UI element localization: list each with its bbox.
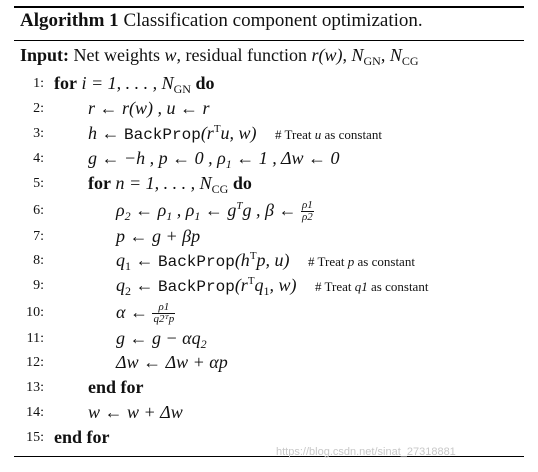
loop-range-sub: GN	[173, 82, 191, 96]
statement-part: q	[116, 275, 125, 295]
line-number: 14:	[26, 405, 44, 420]
separator: ,	[342, 45, 347, 65]
for-keyword: for	[54, 73, 77, 93]
line-number: 4:	[33, 151, 44, 166]
algo-line-7	[0, 226, 538, 252]
statement-part: g ← g − αq	[116, 328, 201, 348]
comment-var: u	[314, 127, 322, 142]
watermark-url: https://blog.csdn.net/sinat_27318881	[276, 446, 456, 458]
line-number: 12:	[26, 355, 44, 370]
line-number: 11:	[26, 331, 44, 346]
algo-line-9	[0, 275, 538, 301]
end-for-keyword: end for	[54, 427, 110, 447]
do-keyword: do	[232, 173, 252, 193]
transpose-sup: T	[213, 123, 221, 135]
backprop-function: BackProp	[124, 126, 201, 144]
fraction-denominator: q2ᵀp	[153, 313, 175, 326]
algo-line-3	[0, 123, 538, 149]
line-number: 15:	[26, 430, 44, 445]
sub: 1	[125, 259, 131, 273]
algo-line-1	[0, 73, 538, 99]
beta-fraction	[301, 200, 314, 223]
line-number: 2:	[33, 101, 44, 116]
sub: 2	[124, 209, 131, 223]
transpose-sup: T	[249, 250, 257, 262]
algo-line-6	[0, 200, 538, 226]
fraction-numerator: ρ1	[152, 302, 175, 314]
alpha-fraction	[152, 302, 175, 325]
statement-part: g , β ←	[242, 200, 302, 220]
sub: 1	[263, 284, 270, 298]
algo-line-13	[0, 377, 538, 403]
statement: Δw ← Δw + αp	[116, 352, 228, 372]
algo-line-10	[0, 302, 538, 328]
line-number: 5:	[33, 176, 44, 191]
line-number: 10:	[26, 305, 44, 320]
statement: p ← g + βp	[116, 226, 201, 246]
n-cg-sub: CG	[401, 54, 419, 68]
statement-part: (h	[234, 250, 250, 270]
loop-range-sub: CG	[211, 182, 229, 196]
net-weights-text: Net weights	[73, 45, 161, 65]
residual-fn: r(w)	[311, 45, 343, 65]
algorithm-label: Algorithm 1	[20, 10, 119, 31]
do-keyword: do	[195, 73, 215, 93]
statement-part: g ← −h , p ← 0 , ρ	[88, 148, 226, 168]
statement: r ← r(w) , u ← r	[88, 98, 210, 118]
n-cg: N	[389, 45, 402, 65]
statement-part: α ←	[116, 302, 153, 322]
algo-line-15	[0, 427, 538, 453]
line-number: 1:	[33, 76, 44, 91]
separator: ,	[380, 45, 386, 65]
statement-part: ρ	[116, 200, 125, 220]
comment-text: # Treat	[308, 254, 345, 269]
algorithm-title: Classification component optimization.	[123, 10, 423, 31]
loop-range: n = 1, . . . , N	[115, 173, 212, 193]
statement-part: ←	[131, 250, 158, 270]
comment-var: q1	[354, 279, 368, 294]
comment-text: as constant	[357, 254, 415, 269]
line-number: 3:	[33, 126, 44, 141]
transpose-sup: T	[236, 200, 243, 212]
comment-text: as constant	[371, 279, 429, 294]
loop-range: i = 1, . . . , N	[81, 73, 174, 93]
end-for-keyword: end for	[88, 377, 144, 397]
comment-var: p	[347, 254, 355, 269]
sub: 1	[194, 209, 201, 223]
line-number: 13:	[26, 380, 44, 395]
rho-sub: 1	[225, 157, 232, 171]
transpose-sup: T	[247, 275, 255, 287]
line-number: 7:	[33, 229, 44, 244]
backprop-function: BackProp	[158, 253, 235, 271]
input-keyword: Input:	[20, 45, 70, 65]
comment	[308, 254, 415, 269]
sub: 2	[125, 284, 131, 298]
top-rule	[14, 6, 524, 8]
line-number: 6:	[33, 203, 44, 218]
statement-part: q	[254, 275, 264, 295]
statement-part: , w)	[269, 275, 297, 295]
sub: 2	[200, 337, 207, 351]
comment-text: as constant	[324, 127, 382, 142]
comment-text: # Treat	[315, 279, 352, 294]
residual-text: , residual function	[176, 45, 307, 65]
statement-part: ← ρ	[130, 200, 167, 220]
algo-line-5	[0, 173, 538, 199]
comment	[315, 279, 428, 294]
caption-rule	[14, 40, 524, 41]
comment-text: # Treat	[275, 127, 312, 142]
algo-line-11	[0, 328, 538, 354]
statement-part: (r	[200, 123, 214, 143]
statement-part: h ←	[88, 123, 124, 143]
statement-part: p, u)	[256, 250, 290, 270]
algo-line-2	[0, 98, 538, 124]
algorithm-caption	[20, 10, 423, 32]
statement: w ← w + Δw	[88, 402, 183, 422]
statement-part: (r	[234, 275, 248, 295]
input-line	[20, 45, 419, 69]
line-number: 9:	[33, 278, 44, 293]
n-gn: N	[351, 45, 364, 65]
statement-part: ← 1 , Δw ← 0	[231, 148, 340, 168]
statement-part: ←	[131, 275, 158, 295]
statement-part: , ρ	[172, 200, 195, 220]
algo-line-12	[0, 352, 538, 378]
fraction-numerator: ρ1	[302, 199, 313, 212]
statement-part: u, w)	[220, 123, 257, 143]
statement-part: q	[116, 250, 125, 270]
line-number: 8:	[33, 253, 44, 268]
backprop-function: BackProp	[158, 278, 235, 296]
n-gn-sub: GN	[363, 54, 381, 68]
var-w: w	[164, 45, 177, 65]
for-keyword: for	[88, 173, 111, 193]
algo-line-14	[0, 402, 538, 428]
algo-line-4	[0, 148, 538, 174]
sub: 1	[166, 209, 173, 223]
fraction-denominator: ρ2	[302, 211, 313, 224]
algo-line-8	[0, 250, 538, 276]
statement-part: ← g	[200, 200, 237, 220]
comment	[275, 127, 382, 142]
